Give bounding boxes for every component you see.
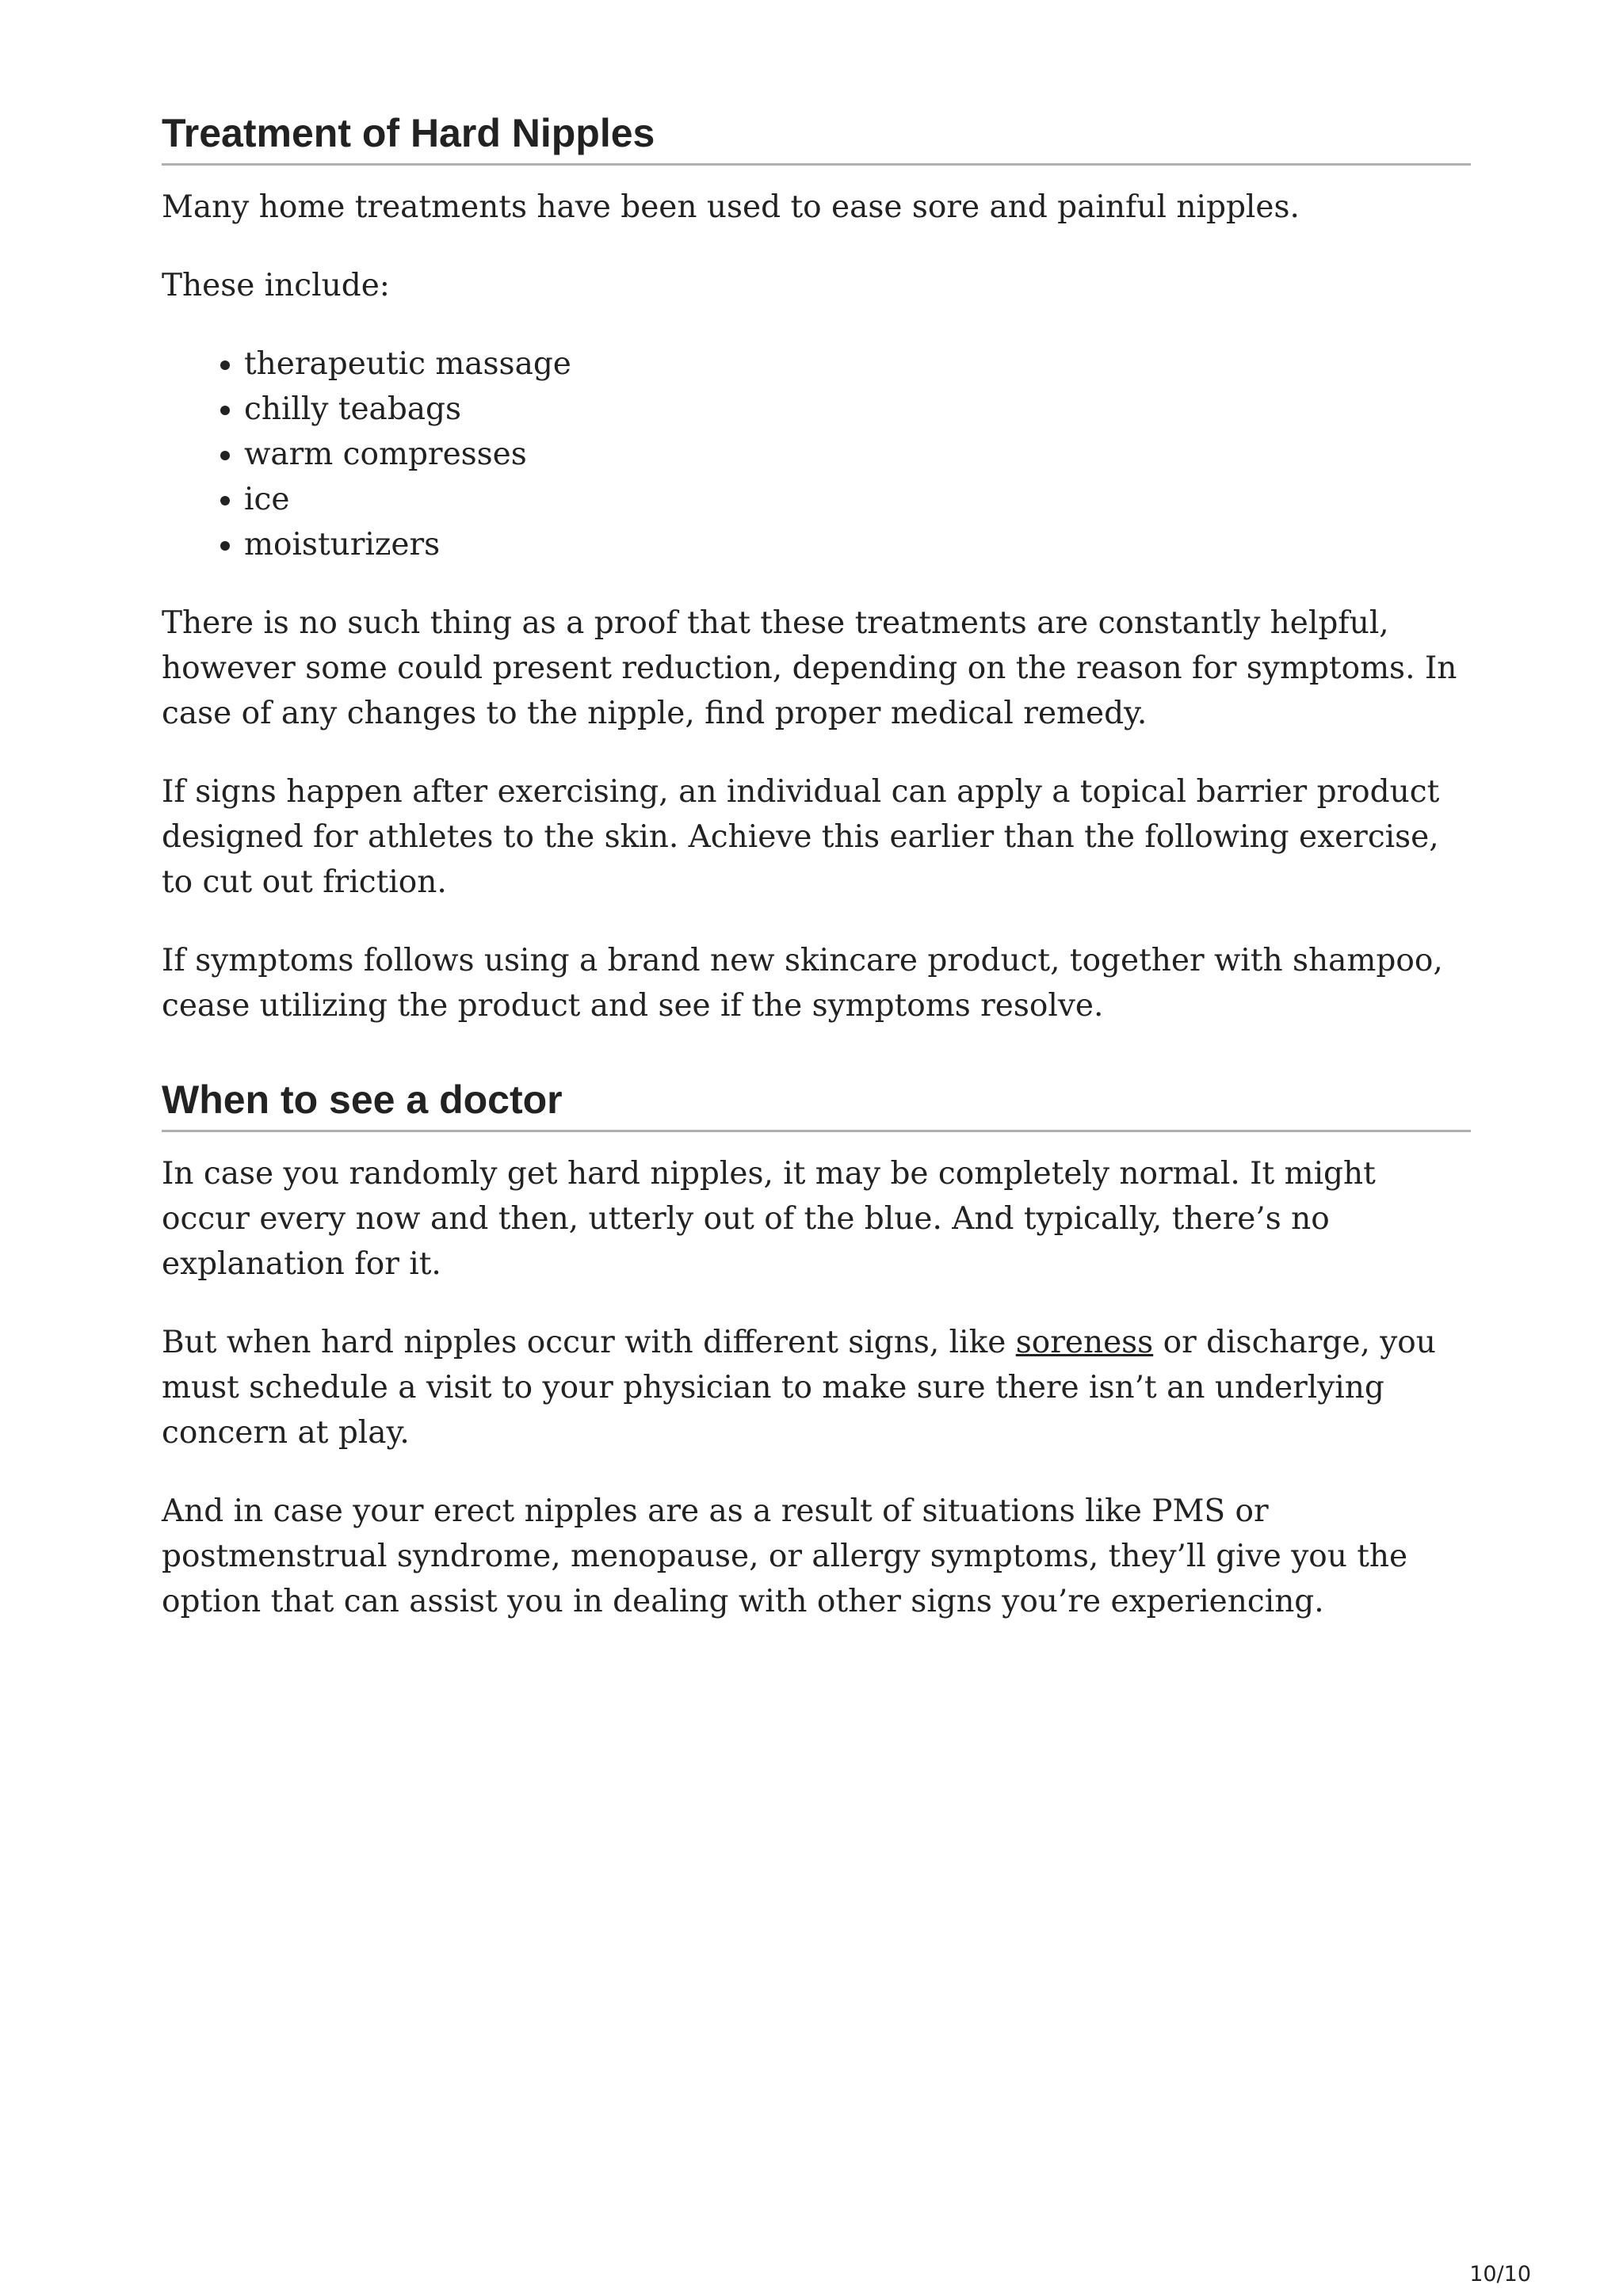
paragraph-no-proof: There is no such thing as a proof that these treatments are constantly helpful, however some could present reduction, depending on the reason for symptoms. In case of any changes to the nipple, find proper medical remedy. bbox=[162, 605, 1457, 731]
paragraph-signs-after: or discharge, you must schedule a visit to your physician to make sure there isn’t an underlying concern at play. bbox=[162, 1325, 1436, 1451]
list-item: • therapeutic massage bbox=[244, 341, 1471, 387]
paragraph-signs-before: But when hard nipples occur with different signs, like bbox=[162, 1325, 1016, 1360]
paragraph-pms: And in case your erect nipples are as a result of situations like PMS or postmenstrual syndrome, menopause, or allergy symptoms, they’ll give you the option that can assist you in dealing with other signs you’re experiencing. bbox=[162, 1493, 1408, 1619]
list-item: • warm compresses bbox=[244, 432, 1471, 477]
treatment-list bbox=[162, 341, 1471, 567]
paragraph-normal: In case you randomly get hard nipples, it may be completely normal. It might occur every now and then, utterly out of the blue. And typically, there’s no explanation for it. bbox=[162, 1156, 1376, 1282]
paragraph-list-intro: These include: bbox=[162, 268, 390, 303]
page-number: 10/10 bbox=[1469, 2262, 1531, 2286]
list-item: • chilly teabags bbox=[244, 387, 1471, 432]
section-heading-doctor: When to see a doctor bbox=[162, 1076, 1471, 1132]
list-item: • moisturizers bbox=[244, 522, 1471, 567]
paragraph-exercise: If signs happen after exercising, an individual can apply a topical barrier product designed for athletes to the skin. Achieve this earlier than the following exercise, to cut out friction. bbox=[162, 774, 1440, 900]
paragraph-intro: Many home treatments have been used to ease sore and painful nipples. bbox=[162, 189, 1300, 225]
paragraph-signs bbox=[162, 1320, 1471, 1455]
document-page bbox=[162, 109, 1471, 1624]
soreness-link[interactable]: soreness bbox=[1015, 1325, 1154, 1360]
section-heading-treatment: Treatment of Hard Nipples bbox=[162, 109, 1471, 166]
paragraph-skincare: If symptoms follows using a brand new skincare product, together with shampoo, cease utilizing the product and see if the symptoms resolve. bbox=[162, 943, 1443, 1024]
list-item: • ice bbox=[244, 477, 1471, 522]
